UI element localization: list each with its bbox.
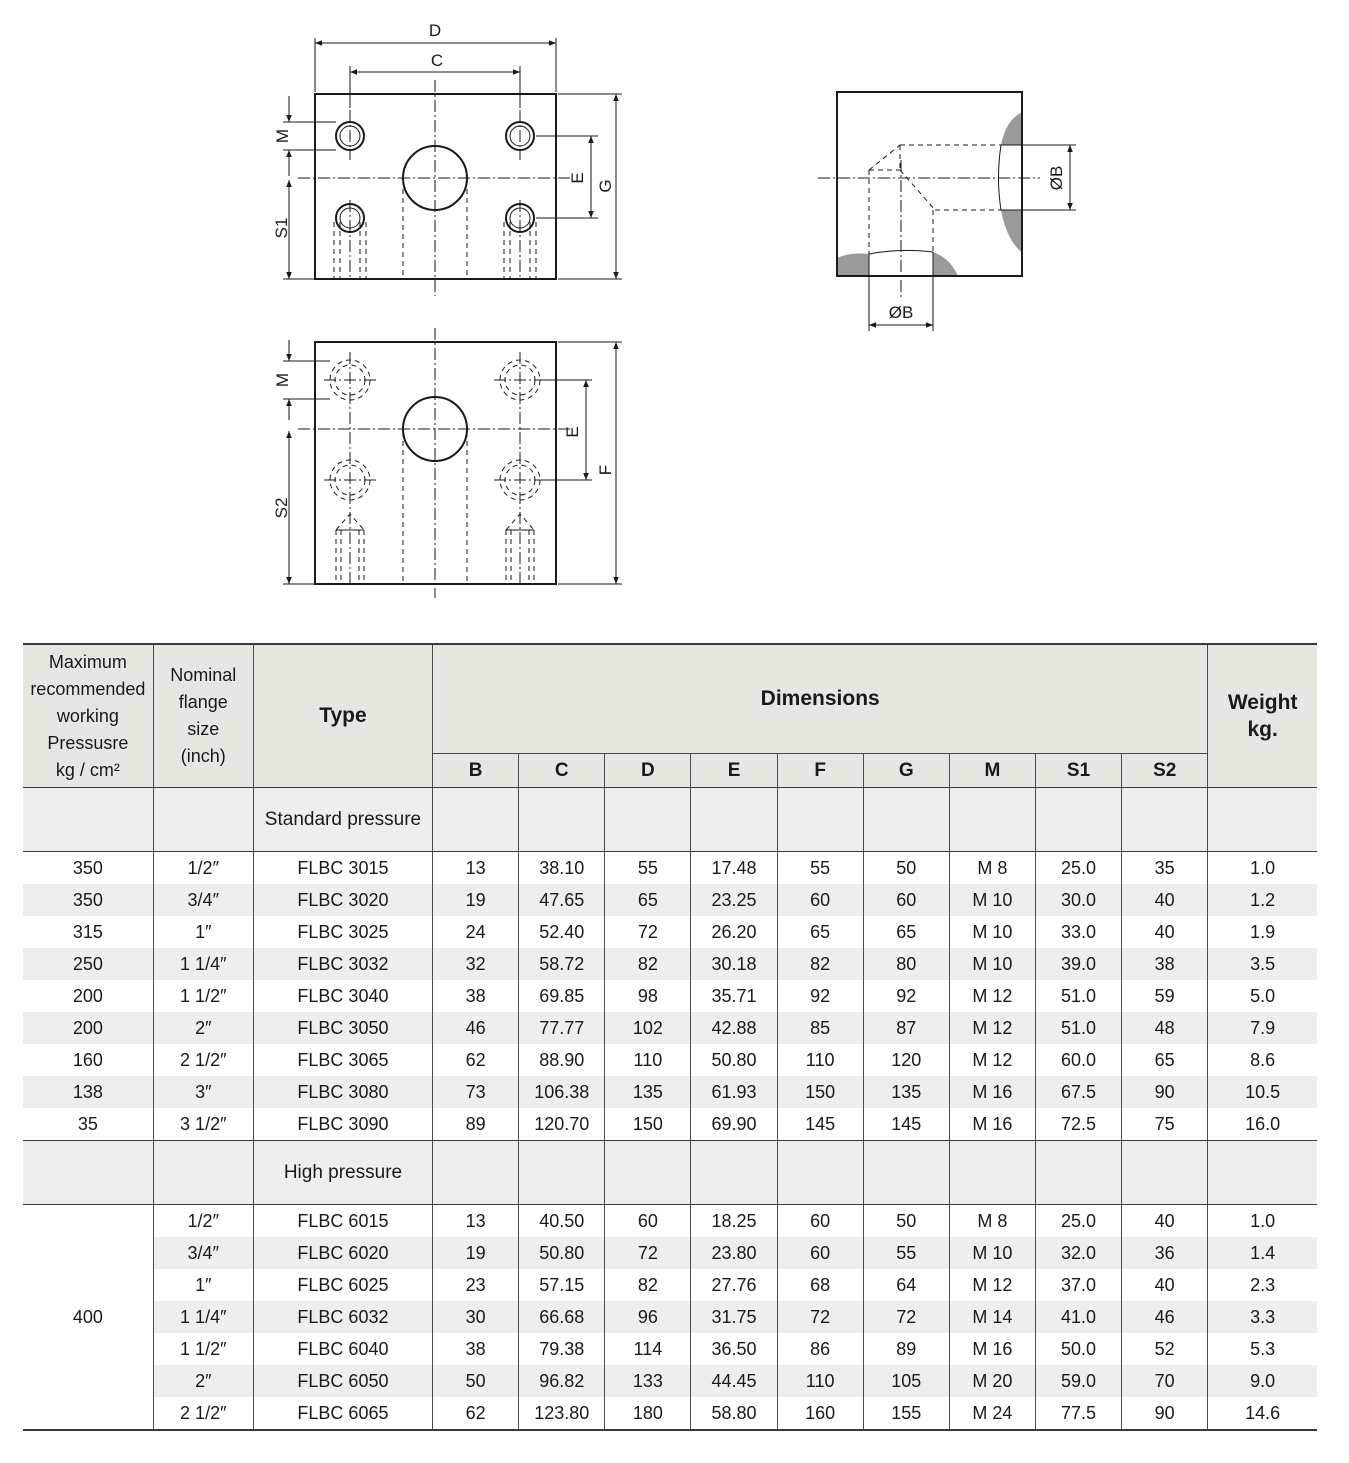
table-cell: 85	[777, 1012, 863, 1044]
section-cell	[777, 1141, 863, 1205]
table-cell: M 12	[949, 1044, 1035, 1076]
header-weight-line: kg.	[1247, 718, 1278, 741]
table-cell: 77.5	[1035, 1397, 1121, 1430]
table-cell: 60	[777, 1205, 863, 1238]
table-cell: 55	[863, 1237, 949, 1269]
table-cell: 2 1/2″	[153, 1044, 253, 1076]
table-cell: 38	[1122, 948, 1208, 980]
table-cell: 155	[863, 1397, 949, 1430]
table-cell: M 16	[949, 1108, 1035, 1141]
section-cell	[519, 788, 605, 852]
table-cell: 2″	[153, 1012, 253, 1044]
table-cell: 30.0	[1035, 884, 1121, 916]
table-cell: 55	[605, 852, 691, 885]
table-cell: 350	[23, 884, 153, 916]
table-cell: 1.9	[1208, 916, 1317, 948]
section-cell	[153, 788, 253, 852]
table-cell: 72.5	[1035, 1108, 1121, 1141]
table-cell: 3.5	[1208, 948, 1317, 980]
table-cell: 72	[777, 1301, 863, 1333]
table-cell: 48	[1122, 1012, 1208, 1044]
table-row	[23, 1365, 1317, 1397]
table-cell: FLBC 6040	[253, 1333, 432, 1365]
section-cell	[433, 788, 519, 852]
table-cell: FLBC 3025	[253, 916, 432, 948]
table-cell: M 24	[949, 1397, 1035, 1430]
section-title: High pressure	[253, 1141, 432, 1205]
header-pressure-line: working	[56, 705, 119, 726]
table-cell: M 12	[949, 1012, 1035, 1044]
flange-section-view	[818, 92, 1076, 331]
table-cell: 60	[777, 1237, 863, 1269]
section-cell	[691, 1141, 777, 1205]
table-cell: 2.3	[1208, 1269, 1317, 1301]
dim-label-s1: S1	[272, 217, 291, 239]
section-cell	[153, 1141, 253, 1205]
table-cell: 65	[777, 916, 863, 948]
table-header	[23, 644, 1317, 788]
table-cell: 40	[1122, 1205, 1208, 1238]
header-flange-line: flange	[178, 692, 228, 712]
table-cell: M 10	[949, 1237, 1035, 1269]
table-cell: 92	[863, 980, 949, 1012]
header-dim-b: B	[433, 754, 519, 788]
table-cell: 98	[605, 980, 691, 1012]
table-row	[23, 1205, 1317, 1238]
dim-label-m-bottom: M	[273, 372, 292, 388]
table-cell: 60	[605, 1205, 691, 1238]
table-cell: 40	[1122, 884, 1208, 916]
table-cell: 5.0	[1208, 980, 1317, 1012]
table-cell: 73	[433, 1076, 519, 1108]
section-cell	[519, 1141, 605, 1205]
header-dim-g: G	[863, 754, 949, 788]
table-cell: 16.0	[1208, 1108, 1317, 1141]
table-cell: 35	[1122, 852, 1208, 885]
table-cell: 1 1/2″	[153, 1333, 253, 1365]
header-dim-e: E	[691, 754, 777, 788]
table-cell: 38	[433, 1333, 519, 1365]
table-cell: 120	[863, 1044, 949, 1076]
table-cell: 50.80	[519, 1237, 605, 1269]
table-cell: 39.0	[1035, 948, 1121, 980]
table-cell: 58.72	[519, 948, 605, 980]
table-cell: FLBC 3032	[253, 948, 432, 980]
header-flange-size	[153, 644, 253, 788]
table-cell: 23.80	[691, 1237, 777, 1269]
table-cell: 1.0	[1208, 1205, 1317, 1238]
pressure-cell: 400	[23, 1205, 153, 1431]
table-cell: 1 1/4″	[153, 1301, 253, 1333]
header-pressure	[23, 644, 153, 788]
table-cell: M 10	[949, 884, 1035, 916]
table-cell: 145	[777, 1108, 863, 1141]
table-cell: 89	[433, 1108, 519, 1141]
table-cell: M 20	[949, 1365, 1035, 1397]
table-cell: 250	[23, 948, 153, 980]
table-cell: 88.90	[519, 1044, 605, 1076]
table-cell: 58.80	[691, 1397, 777, 1430]
section-cell	[863, 788, 949, 852]
table-cell: 38.10	[519, 852, 605, 885]
header-dimensions: Dimensions	[433, 644, 1208, 754]
table-cell: 87	[863, 1012, 949, 1044]
header-weight-line: Weight	[1227, 691, 1298, 714]
section-standard-pressure	[23, 788, 1317, 852]
header-pressure-line: recommended	[30, 678, 146, 699]
section-cell	[23, 1141, 153, 1205]
table-cell: 41.0	[1035, 1301, 1121, 1333]
table-cell: FLBC 6065	[253, 1397, 432, 1430]
table-cell: FLBC 3065	[253, 1044, 432, 1076]
table-cell: 50.0	[1035, 1333, 1121, 1365]
section-cell	[777, 788, 863, 852]
table-cell: M 16	[949, 1076, 1035, 1108]
dim-label-s2: S2	[272, 497, 291, 519]
table-cell: 145	[863, 1108, 949, 1141]
table-cell: 1.0	[1208, 852, 1317, 885]
table-row	[23, 948, 1317, 980]
table-cell: 51.0	[1035, 980, 1121, 1012]
section-cell	[433, 1141, 519, 1205]
table-cell: 1″	[153, 1269, 253, 1301]
table-cell: 82	[777, 948, 863, 980]
header-flange-line: (inch)	[180, 746, 226, 766]
section-cell	[605, 1141, 691, 1205]
table-cell: 40	[1122, 916, 1208, 948]
table-row	[23, 1333, 1317, 1365]
table-cell: 27.76	[691, 1269, 777, 1301]
table-cell: 110	[605, 1044, 691, 1076]
table-cell: 65	[1122, 1044, 1208, 1076]
table-cell: 79.38	[519, 1333, 605, 1365]
table-cell: 1 1/4″	[153, 948, 253, 980]
table-cell: 47.65	[519, 884, 605, 916]
section-cell	[1208, 788, 1317, 852]
table-cell: 160	[777, 1397, 863, 1430]
table-cell: 66.68	[519, 1301, 605, 1333]
table-cell: 110	[777, 1044, 863, 1076]
table-row	[23, 1108, 1317, 1141]
table-row	[23, 1076, 1317, 1108]
table-cell: 2″	[153, 1365, 253, 1397]
table-cell: 180	[605, 1397, 691, 1430]
table-row	[23, 980, 1317, 1012]
table-cell: 17.48	[691, 852, 777, 885]
table-cell: FLBC 3050	[253, 1012, 432, 1044]
table-cell: 9.0	[1208, 1365, 1317, 1397]
table-cell: 3/4″	[153, 884, 253, 916]
dim-label-e: E	[568, 172, 587, 184]
table-cell: 50	[863, 852, 949, 885]
section-cell	[691, 788, 777, 852]
section-cell	[1122, 788, 1208, 852]
table-cell: 33.0	[1035, 916, 1121, 948]
table-cell: 59	[1122, 980, 1208, 1012]
table-cell: 350	[23, 852, 153, 885]
table-row	[23, 884, 1317, 916]
section-cell	[949, 1141, 1035, 1205]
technical-drawing	[0, 0, 1349, 640]
table-cell: 110	[777, 1365, 863, 1397]
table-cell: 52	[1122, 1333, 1208, 1365]
table-cell: 77.77	[519, 1012, 605, 1044]
table-cell: 1.2	[1208, 884, 1317, 916]
table-cell: 105	[863, 1365, 949, 1397]
table-row	[23, 1012, 1317, 1044]
table-cell: 102	[605, 1012, 691, 1044]
table-cell: 315	[23, 916, 153, 948]
table-cell: 1 1/2″	[153, 980, 253, 1012]
table-cell: 35	[23, 1108, 153, 1141]
table-row	[23, 916, 1317, 948]
header-dim-c: C	[519, 754, 605, 788]
section-cell	[1035, 1141, 1121, 1205]
table-cell: 40	[1122, 1269, 1208, 1301]
section-cell	[1122, 1141, 1208, 1205]
table-cell: 72	[605, 916, 691, 948]
table-cell: 13	[433, 852, 519, 885]
table-cell: 135	[863, 1076, 949, 1108]
flange-bottom-view	[272, 328, 622, 598]
dim-label-d: D	[428, 21, 442, 40]
table-cell: 200	[23, 980, 153, 1012]
table-cell: 92	[777, 980, 863, 1012]
table-cell: 46	[1122, 1301, 1208, 1333]
table-cell: 135	[605, 1076, 691, 1108]
table-cell: 3 1/2″	[153, 1108, 253, 1141]
section-cell	[1035, 788, 1121, 852]
table-cell: 65	[605, 884, 691, 916]
table-cell: 38	[433, 980, 519, 1012]
table-cell: FLBC 3020	[253, 884, 432, 916]
table-cell: 89	[863, 1333, 949, 1365]
table-cell: M 12	[949, 980, 1035, 1012]
table-cell: 5.3	[1208, 1333, 1317, 1365]
table-cell: 18.25	[691, 1205, 777, 1238]
flange-spec-table	[23, 643, 1317, 1431]
table-cell: FLBC 6015	[253, 1205, 432, 1238]
table-row	[23, 1237, 1317, 1269]
header-dim-d: D	[605, 754, 691, 788]
section-cell	[863, 1141, 949, 1205]
header-dim-s1: S1	[1035, 754, 1121, 788]
dim-label-f: F	[596, 464, 615, 476]
table-cell: FLBC 3080	[253, 1076, 432, 1108]
table-cell: 65	[863, 916, 949, 948]
table-cell: 36	[1122, 1237, 1208, 1269]
table-cell: 50	[433, 1365, 519, 1397]
table-cell: 160	[23, 1044, 153, 1076]
table-cell: 138	[23, 1076, 153, 1108]
table-row	[23, 852, 1317, 885]
table-cell: 8.6	[1208, 1044, 1317, 1076]
table-cell: 26.20	[691, 916, 777, 948]
table-cell: 3″	[153, 1076, 253, 1108]
section-cell	[605, 788, 691, 852]
table-cell: 37.0	[1035, 1269, 1121, 1301]
table-cell: 19	[433, 884, 519, 916]
table-cell: 32	[433, 948, 519, 980]
table-cell: 61.93	[691, 1076, 777, 1108]
table-row	[23, 1397, 1317, 1430]
table-cell: 3/4″	[153, 1237, 253, 1269]
flange-top-view	[272, 21, 622, 296]
table-cell: 25.0	[1035, 852, 1121, 885]
section-cell	[1208, 1141, 1317, 1205]
header-type: Type	[253, 644, 432, 788]
table-cell: FLBC 3090	[253, 1108, 432, 1141]
table-cell: FLBC 3015	[253, 852, 432, 885]
table-cell: 62	[433, 1044, 519, 1076]
table-cell: FLBC 6032	[253, 1301, 432, 1333]
table-cell: 50.80	[691, 1044, 777, 1076]
header-dim-m: M	[949, 754, 1035, 788]
table-cell: 52.40	[519, 916, 605, 948]
table-cell: FLBC 3040	[253, 980, 432, 1012]
dim-label-e-bottom: E	[563, 426, 582, 438]
table-cell: 200	[23, 1012, 153, 1044]
table-cell: 1″	[153, 916, 253, 948]
table-cell: 2 1/2″	[153, 1397, 253, 1430]
header-dim-f: F	[777, 754, 863, 788]
table-cell: 1/2″	[153, 1205, 253, 1238]
table-cell: 46	[433, 1012, 519, 1044]
header-pressure-line: kg / cm²	[55, 759, 120, 780]
table-cell: 30	[433, 1301, 519, 1333]
table-cell: 69.90	[691, 1108, 777, 1141]
table-cell: 69.85	[519, 980, 605, 1012]
header-dim-s2: S2	[1122, 754, 1208, 788]
table-cell: 42.88	[691, 1012, 777, 1044]
table-cell: FLBC 6025	[253, 1269, 432, 1301]
table-cell: 3.3	[1208, 1301, 1317, 1333]
table-cell: 150	[605, 1108, 691, 1141]
table-cell: 50	[863, 1205, 949, 1238]
table-row	[23, 1044, 1317, 1076]
table-cell: 120.70	[519, 1108, 605, 1141]
table-cell: FLBC 6020	[253, 1237, 432, 1269]
table-cell: 82	[605, 948, 691, 980]
header-flange-line: Nominal	[170, 665, 237, 685]
table-cell: 31.75	[691, 1301, 777, 1333]
table-cell: 55	[777, 852, 863, 885]
table-cell: M 8	[949, 852, 1035, 885]
dim-label-m: M	[273, 128, 292, 144]
table-cell: M 10	[949, 916, 1035, 948]
table-row	[23, 1269, 1317, 1301]
table-cell: 90	[1122, 1076, 1208, 1108]
table-cell: 24	[433, 916, 519, 948]
table-cell: 44.45	[691, 1365, 777, 1397]
header-weight	[1208, 644, 1317, 788]
header-pressure-line: Maximum	[48, 651, 127, 672]
table-cell: 82	[605, 1269, 691, 1301]
table-cell: 1.4	[1208, 1237, 1317, 1269]
header-pressure-line: Pressusre	[47, 732, 129, 753]
table-cell: 72	[605, 1237, 691, 1269]
table-cell: 60.0	[1035, 1044, 1121, 1076]
table-cell: 106.38	[519, 1076, 605, 1108]
table-cell: 133	[605, 1365, 691, 1397]
table-cell: 19	[433, 1237, 519, 1269]
table-cell: 72	[863, 1301, 949, 1333]
table-cell: 68	[777, 1269, 863, 1301]
table-cell: M 8	[949, 1205, 1035, 1238]
section-cell	[23, 788, 153, 852]
table-cell: 60	[863, 884, 949, 916]
table-row	[23, 1301, 1317, 1333]
table-cell: 14.6	[1208, 1397, 1317, 1430]
table-cell: 40.50	[519, 1205, 605, 1238]
section-cell	[949, 788, 1035, 852]
table-cell: M 12	[949, 1269, 1035, 1301]
table-cell: 114	[605, 1333, 691, 1365]
dim-label-g: G	[596, 179, 615, 193]
table-cell: 90	[1122, 1397, 1208, 1430]
table-cell: 67.5	[1035, 1076, 1121, 1108]
table-cell: 60	[777, 884, 863, 916]
table-cell: 70	[1122, 1365, 1208, 1397]
table-cell: 59.0	[1035, 1365, 1121, 1397]
table-cell: FLBC 6050	[253, 1365, 432, 1397]
table-cell: 13	[433, 1205, 519, 1238]
table-cell: 30.18	[691, 948, 777, 980]
table-cell: 64	[863, 1269, 949, 1301]
section-high-pressure	[23, 1141, 1317, 1205]
table-cell: 62	[433, 1397, 519, 1430]
table-cell: M 16	[949, 1333, 1035, 1365]
table-cell: 7.9	[1208, 1012, 1317, 1044]
dim-label-c: C	[430, 51, 444, 70]
table-cell: 150	[777, 1076, 863, 1108]
table-cell: 75	[1122, 1108, 1208, 1141]
header-flange-line: size	[187, 719, 220, 739]
table-cell: 35.71	[691, 980, 777, 1012]
table-cell: 10.5	[1208, 1076, 1317, 1108]
table-cell: 36.50	[691, 1333, 777, 1365]
table-cell: 51.0	[1035, 1012, 1121, 1044]
table-cell: 96	[605, 1301, 691, 1333]
table-cell: 57.15	[519, 1269, 605, 1301]
table-cell: M 14	[949, 1301, 1035, 1333]
section-title: Standard pressure	[253, 788, 432, 852]
dim-label-phi-b-bottom: ØB	[888, 303, 914, 322]
table-cell: 1/2″	[153, 852, 253, 885]
table-cell: 23.25	[691, 884, 777, 916]
table-cell: 96.82	[519, 1365, 605, 1397]
table-cell: M 10	[949, 948, 1035, 980]
table-cell: 25.0	[1035, 1205, 1121, 1238]
table-cell: 80	[863, 948, 949, 980]
table-cell: 32.0	[1035, 1237, 1121, 1269]
table-cell: 23	[433, 1269, 519, 1301]
table-cell: 86	[777, 1333, 863, 1365]
dim-label-phi-b-right: ØB	[1047, 165, 1066, 191]
table-cell: 123.80	[519, 1397, 605, 1430]
